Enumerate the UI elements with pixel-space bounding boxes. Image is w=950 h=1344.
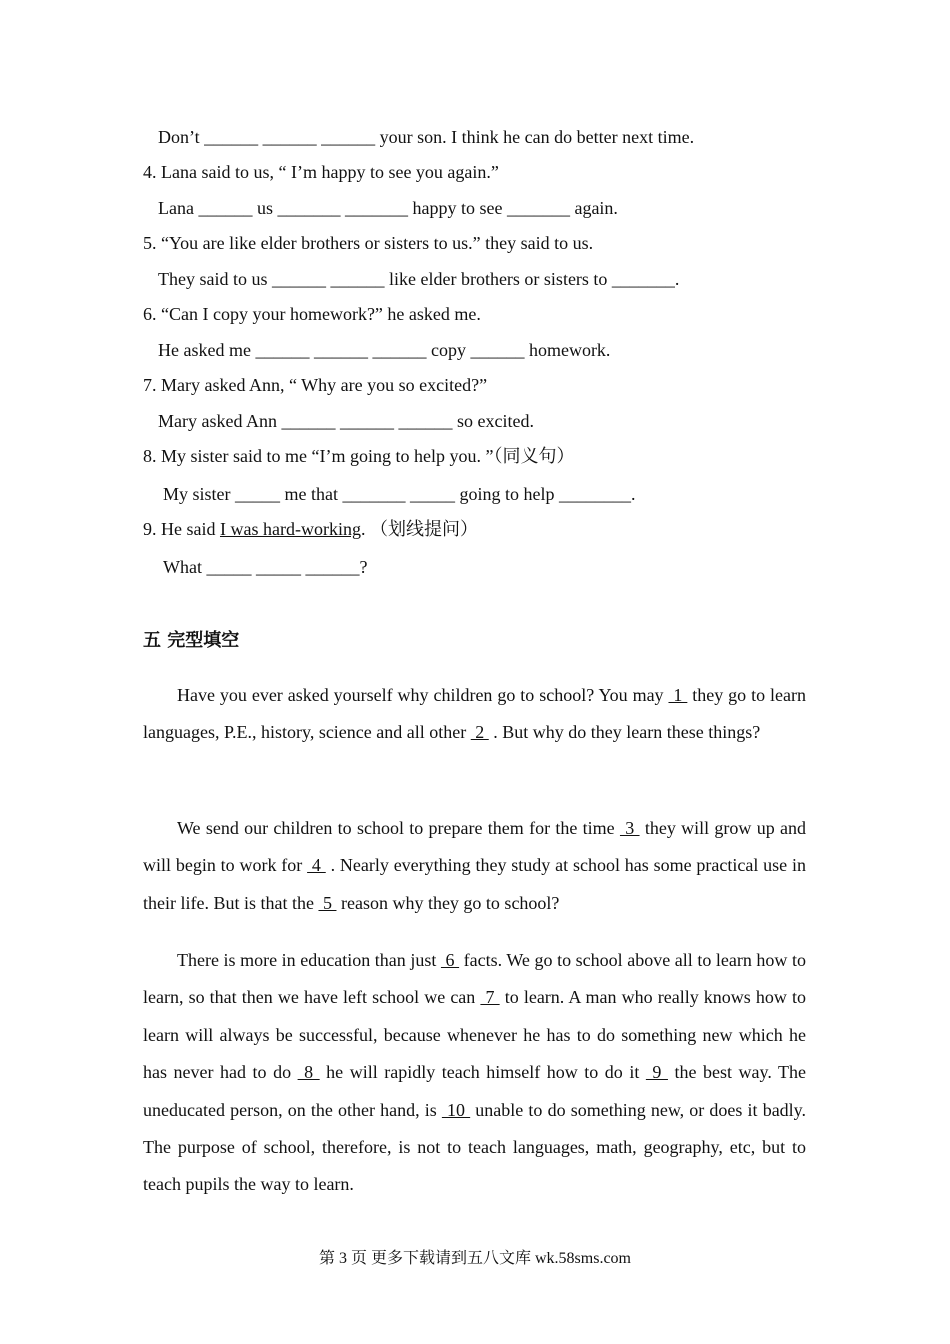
para3-text: unable to do something new, or does it badly. The purpose of school, therefore, is not to teach languages, math, geography, etc, but to teach pupils the way to learn. — [143, 1099, 807, 1195]
exercise-6-answer-line: He asked me ______ ______ ______ copy ______ homework. — [158, 340, 611, 360]
para1-text: . But why do they learn these things? — [488, 722, 761, 743]
para2-text: reason why they go to school? — [336, 892, 560, 913]
cloze-paragraph-2 — [143, 810, 806, 922]
exercise-4-answer-line: Lana ______ us _______ _______ happy to see _______ again. — [158, 198, 618, 218]
para1-text: Have you ever asked yourself why children go to school? You may — [177, 685, 669, 705]
blank-4: 4 — [307, 855, 326, 876]
exercise-9-question — [143, 518, 478, 540]
blank-5: 5 — [318, 892, 337, 913]
cloze-paragraph-3 — [143, 942, 806, 1204]
exercise-5-question: 5. “You are like elder brothers or sisters to us.” they said to us. — [143, 233, 594, 253]
blank-6: 6 — [440, 950, 460, 970]
exercise-7-question: 7. Mary asked Ann, “ Why are you so excited?” — [143, 375, 488, 395]
blank-10: 10 — [441, 1099, 471, 1120]
page-footer: 第 3 页 更多下载请到五八文库 wk.58sms.com — [318, 1250, 631, 1267]
exercise-9-answer-line: What _____ _____ ______? — [163, 557, 368, 577]
exercise-8-question: 8. My sister said to me “I’m going to help you. ”（同义句） — [143, 446, 575, 466]
blank-1: 1 — [668, 685, 688, 705]
para2-text: they will grow up and will begin to work for — [143, 818, 806, 876]
cloze-paragraph-1 — [143, 677, 806, 752]
blank-2: 2 — [470, 722, 489, 743]
blank-3: 3 — [619, 818, 640, 838]
exercise-6-question: 6. “Can I copy your homework?” he asked me. — [143, 304, 481, 324]
para3-text: facts. We go to school above all to learn how to learn, so that then we have left school we can — [143, 950, 807, 1008]
para3-text: the best way. The uneducated person, on the other hand, is — [143, 1062, 807, 1120]
exercise-4-question: 4. Lana said to us, “ I’m happy to see you again.” — [143, 162, 499, 182]
para2-text: . Nearly everything they study at school has some practical use in their life. But is that the — [143, 855, 806, 913]
para3-text: he will rapidly teach himself how to do it — [319, 1062, 646, 1083]
exercise-9-underlined-phrase: I was hard-working — [219, 519, 361, 539]
blank-7: 7 — [480, 987, 500, 1008]
exercise-7-answer-line: Mary asked Ann ______ ______ ______ so excited. — [158, 411, 534, 431]
section-title-cloze: 五 完型填空 — [143, 630, 240, 651]
para2-text: We send our children to school to prepare them for the time — [177, 818, 620, 838]
exercise-8-answer-line: My sister _____ me that _______ _____ going to help ________. — [163, 484, 636, 504]
blank-9: 9 — [645, 1062, 668, 1083]
exercise-9-text-after: . （划线提问） — [360, 519, 478, 539]
para1-text: they go to learn languages, P.E., history, science and all other — [143, 685, 807, 743]
exercise-9-text-before: 9. He said — [143, 519, 220, 539]
blank-8: 8 — [297, 1062, 320, 1083]
exercise-3-answer-line: Don’t ______ ______ ______ your son. I think he can do better next time. — [158, 127, 695, 147]
exercise-5-answer-line: They said to us ______ ______ like elder brothers or sisters to _______. — [158, 269, 680, 289]
para3-text: There is more in education than just — [177, 950, 441, 970]
para3-text: to learn. A man who really knows how to learn will always be successful, because whenever he has to do something new which he has never had to do — [143, 987, 807, 1083]
